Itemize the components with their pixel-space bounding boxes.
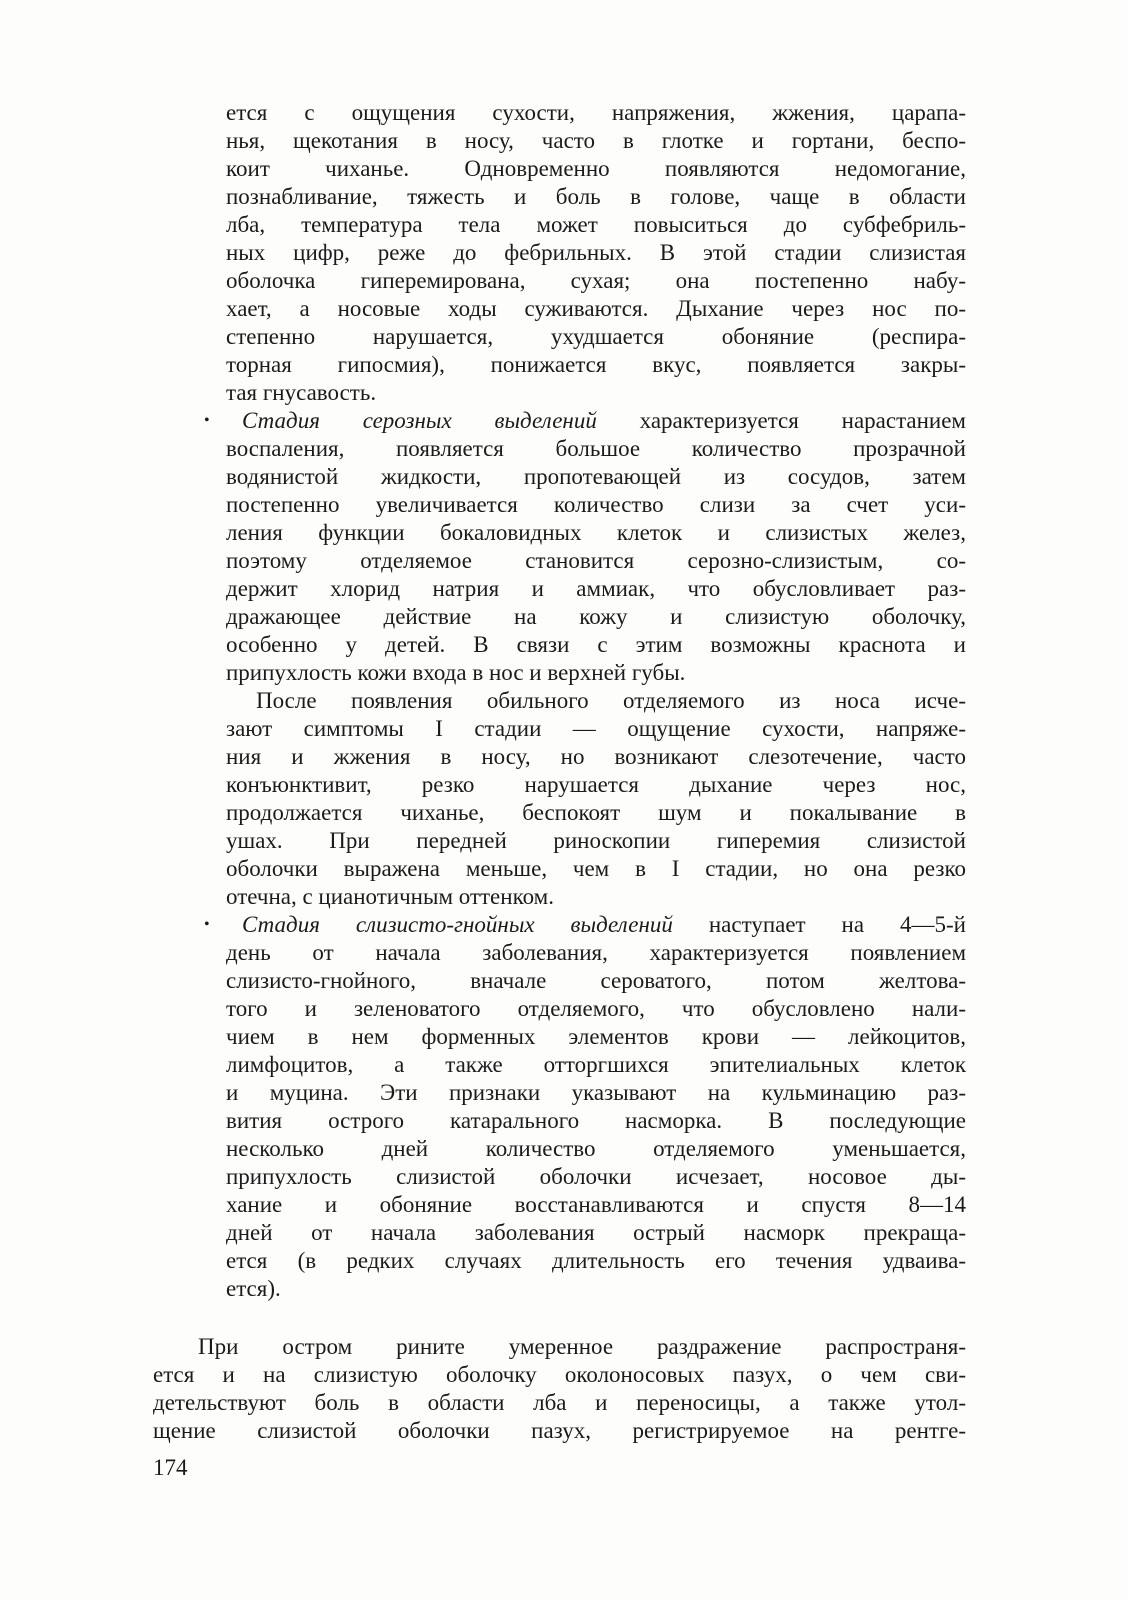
text-line: ления функции бокаловидных клеток и слизистых желез, — [226, 520, 966, 545]
bullet-marker: • — [204, 916, 210, 933]
text-line: слизисто-гнойного, вначале сероватого, потом желтова- — [226, 968, 966, 993]
text-line: поэтому отделяемое становится серозно-слизистым, со- — [226, 548, 966, 573]
text-line: водянистой жидкости, пропотевающей из сосудов, затем — [226, 464, 966, 489]
text-line: коит чиханье. Одновременно появляются недомогание, — [226, 156, 966, 181]
text-line: нья, щекотания в носу, часто в глотке и гортани, беспо- — [226, 128, 966, 153]
text-line: щение слизистой оболочки пазух, регистрируемое на рентге- — [153, 1418, 966, 1443]
text-line: припухлость кожи входа в нос и верхней губы. — [226, 660, 686, 685]
text-line: ных цифр, реже до фебрильных. В этой стадии слизистая — [226, 240, 966, 265]
text-line: оболочка гиперемирована, сухая; она постепенно набу- — [226, 268, 966, 293]
body-paragraph — [153, 1333, 966, 1445]
text-line: детельствуют боль в области лба и переносицы, а также утол- — [153, 1390, 966, 1415]
indented-text-block — [204, 99, 966, 1303]
page-number: 174 — [153, 1455, 188, 1480]
text-line: ется). — [226, 1276, 281, 1301]
text-line: После появления обильного отделяемого из носа исче- — [256, 688, 966, 713]
text-line: дражающее действие на кожу и слизистую оболочку, — [226, 604, 966, 629]
text-line: При остром рините умеренное раздражение распространя- — [198, 1334, 966, 1359]
text-line: хание и обоняние восстанавливаются и спустя 8—14 — [226, 1192, 966, 1217]
text-line: несколько дней количество отделяемого уменьшается, — [226, 1136, 966, 1161]
text-line: припухлость слизистой оболочки исчезает, носовое ды- — [226, 1164, 966, 1189]
text-line: ушах. При передней риноскопии гиперемия слизистой — [226, 828, 966, 853]
text-line: продолжается чиханье, беспокоят шум и покалывание в — [226, 800, 966, 825]
bullet-term: Стадия серозных выделений — [242, 408, 597, 433]
text-line: держит хлорид натрия и аммиак, что обусловливает раз- — [226, 576, 966, 601]
text-line: хает, а носовые ходы суживаются. Дыхание через нос по- — [226, 296, 966, 321]
text-line: особенно у детей. В связи с этим возможны краснота и — [226, 632, 966, 657]
bullet-item-serous-stage — [204, 407, 966, 435]
text-line: постепенно увеличивается количество слизи за счет уси- — [226, 492, 966, 517]
text-line: ется (в редких случаях длительность его течения удваива- — [226, 1248, 966, 1273]
bullet-first-line-text: характеризуется нарастанием — [639, 408, 966, 433]
text-line: дней от начала заболевания острый насморк прекраща- — [226, 1220, 966, 1245]
text-line: лимфоцитов, а также отторгшихся эпителиальных клеток — [226, 1052, 966, 1077]
bullet-marker: • — [204, 412, 210, 429]
text-line: ется с ощущения сухости, напряжения, жжения, царапа- — [226, 100, 966, 125]
text-line: конъюнктивит, резко нарушается дыхание через нос, — [226, 772, 966, 797]
bullet-term: Стадия слизисто-гнойных выделений — [242, 912, 673, 937]
bullet-item-mucopurulent-stage — [204, 911, 966, 939]
text-line: тая гнусавость. — [226, 380, 377, 405]
text-line: зают симптомы I стадии — ощущение сухости, напряже- — [226, 716, 966, 741]
text-line: того и зеленоватого отделяемого, что обусловлено нали- — [226, 996, 966, 1021]
text-line: день от начала заболевания, характеризуется появлением — [226, 940, 966, 965]
bullet-first-line-text: наступает на 4—5-й — [708, 912, 966, 937]
text-line: торная гипосмия), понижается вкус, появляется закры- — [226, 352, 966, 377]
text-line: воспаления, появляется большое количество прозрачной — [226, 436, 966, 461]
text-line: степенно нарушается, ухудшается обоняние (респира- — [226, 324, 966, 349]
text-line: познабливание, тяжесть и боль в голове, чаще в области — [226, 184, 966, 209]
text-line: чием в нем форменных элементов крови — лейкоцитов, — [226, 1024, 966, 1049]
text-line: отечна, с цианотичным оттенком. — [226, 884, 554, 909]
text-line: ния и жжения в носу, но возникают слезотечение, часто — [226, 744, 966, 769]
text-line: лба, температура тела может повыситься до субфебриль- — [226, 212, 966, 237]
text-line: вития острого катарального насморка. В последующие — [226, 1108, 966, 1133]
text-line: оболочки выражена меньше, чем в I стадии, но она резко — [226, 856, 966, 881]
text-line: и муцина. Эти признаки указывают на кульминацию раз- — [226, 1080, 966, 1105]
text-line: ется и на слизистую оболочку околоносовых пазух, о чем сви- — [153, 1362, 966, 1387]
